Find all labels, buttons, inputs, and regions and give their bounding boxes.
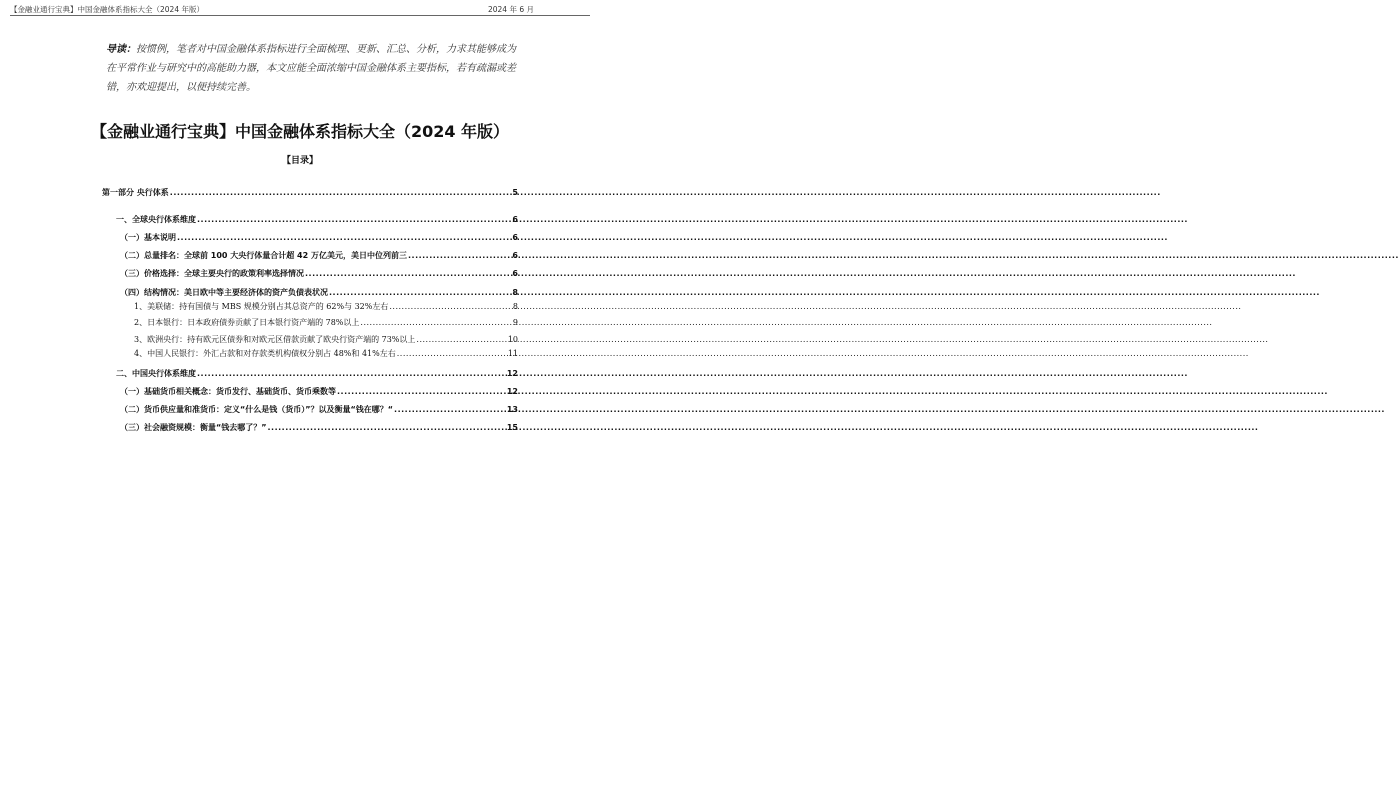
toc-leader-dots bbox=[197, 214, 511, 225]
toc-entry-text: （一）基础货币相关概念：货币发行、基础货币、货币乘数等 bbox=[120, 387, 336, 396]
toc-leader-dots bbox=[197, 368, 506, 379]
toc-entry-1-4-3[interactable] bbox=[134, 334, 518, 345]
toc-page-number: 11 bbox=[507, 349, 518, 358]
header-document-title: 【金融业通行宝典】中国金融体系指标大全（2024 年版） bbox=[10, 5, 204, 14]
toc-entry-text: （一）基本说明 bbox=[120, 233, 176, 242]
toc-leader-dots bbox=[416, 334, 506, 345]
toc-leader-dots bbox=[389, 301, 512, 312]
toc-leader-dots bbox=[397, 348, 507, 359]
toc-entry-text: 二、中国央行体系维度 bbox=[116, 369, 196, 378]
toc-entry-2-2[interactable] bbox=[120, 404, 518, 415]
toc-entry-text: 第一部分 央行体系 bbox=[102, 188, 169, 197]
toc-entry-section-2[interactable] bbox=[116, 368, 518, 379]
toc-leader-dots bbox=[408, 250, 511, 261]
toc-page-number: 6 bbox=[512, 215, 518, 224]
toc-entry-1-3[interactable] bbox=[120, 268, 518, 279]
toc-entry-text: （三）社会融资规模：衡量“钱去哪了？” bbox=[120, 423, 267, 432]
toc-page-number: 6 bbox=[512, 251, 518, 260]
toc-leader-dots bbox=[360, 317, 511, 328]
toc-entry-text: 4、中国人民银行：外汇占款和对存款类机构债权分别占 48%和 41%左右 bbox=[134, 349, 396, 358]
header-date: 2024 年 6 月 bbox=[487, 5, 534, 14]
toc-page-number: 15 bbox=[506, 423, 518, 432]
running-header bbox=[0, 0, 600, 16]
toc-entry-text: 2、日本银行：日本政府债券贡献了日本银行资产端的 78%以上 bbox=[134, 318, 360, 327]
toc-entry-text: 一、全球央行体系维度 bbox=[116, 215, 196, 224]
toc-entry-text: （二）总量排名：全球前 100 大央行体量合计超 42 万亿美元，美日中位列前三 bbox=[120, 251, 407, 260]
toc-entry-1-1[interactable] bbox=[120, 232, 518, 243]
toc-page-number: 8 bbox=[512, 302, 518, 311]
toc-leader-dots bbox=[329, 287, 511, 298]
toc-page-number: 6 bbox=[512, 233, 518, 242]
toc-page-number: 13 bbox=[506, 405, 518, 414]
toc-page-number: 9 bbox=[512, 318, 518, 327]
toc-page-number: 10 bbox=[507, 335, 518, 344]
toc-entry-part-one[interactable] bbox=[102, 187, 518, 198]
toc-leader-dots bbox=[177, 232, 511, 243]
toc-leader-dots bbox=[394, 404, 506, 415]
toc-entry-section-1[interactable] bbox=[116, 214, 518, 225]
toc-entry-2-1[interactable] bbox=[120, 386, 518, 397]
toc-page-number: 6 bbox=[512, 269, 518, 278]
toc-leader-dots bbox=[268, 422, 506, 433]
toc-leader-dots bbox=[337, 386, 506, 397]
toc-page-number: 12 bbox=[506, 369, 518, 378]
intro-lead: 导读： bbox=[106, 44, 136, 55]
toc-entry-1-2[interactable] bbox=[120, 250, 518, 261]
toc-entry-2-3[interactable] bbox=[120, 422, 518, 433]
toc-entry-text: （二）货币供应量和准货币：定义“什么是钱（货币）”？以及衡量“钱在哪？“ bbox=[120, 405, 394, 414]
intro-text: 按惯例，笔者对中国金融体系指标进行全面梳理、更新、汇总、分析，力求其能够成为在平常作业与研究中的高能助力器，本文应能全面浓缩中国金融体系主要指标，若有疏漏或差错，亦欢迎提出，以便持续完善。 bbox=[106, 44, 516, 93]
toc-leader-dots bbox=[170, 187, 512, 198]
toc-entry-1-4[interactable] bbox=[120, 287, 518, 298]
toc-page-number: 12 bbox=[506, 387, 518, 396]
toc-page-number: 8 bbox=[512, 288, 518, 297]
intro-paragraph bbox=[106, 40, 521, 97]
toc-entry-1-4-2[interactable] bbox=[134, 317, 518, 328]
toc-leader-dots bbox=[305, 268, 511, 279]
toc-entry-text: 3、欧洲央行：持有欧元区债券和对欧元区借款贡献了欧央行资产端的 73%以上 bbox=[134, 335, 416, 344]
page-title: 【金融业通行宝典】中国金融体系指标大全（2024 年版） bbox=[90, 122, 510, 141]
toc-entry-text: （四）结构情况：美日欧中等主要经济体的资产负债表状况 bbox=[120, 288, 328, 297]
toc-page-number: 5 bbox=[512, 188, 518, 197]
header-divider bbox=[10, 15, 590, 16]
toc-heading: 【目录】 bbox=[281, 156, 318, 166]
toc-entry-text: （三）价格选择：全球主要央行的政策利率选择情况 bbox=[120, 269, 304, 278]
toc-entry-1-4-1[interactable] bbox=[134, 301, 518, 312]
toc-entry-1-4-4[interactable] bbox=[134, 348, 518, 359]
toc-entry-text: 1、美联储：持有国债与 MBS 规模分别占其总资产的 62%与 32%左右 bbox=[134, 302, 389, 311]
